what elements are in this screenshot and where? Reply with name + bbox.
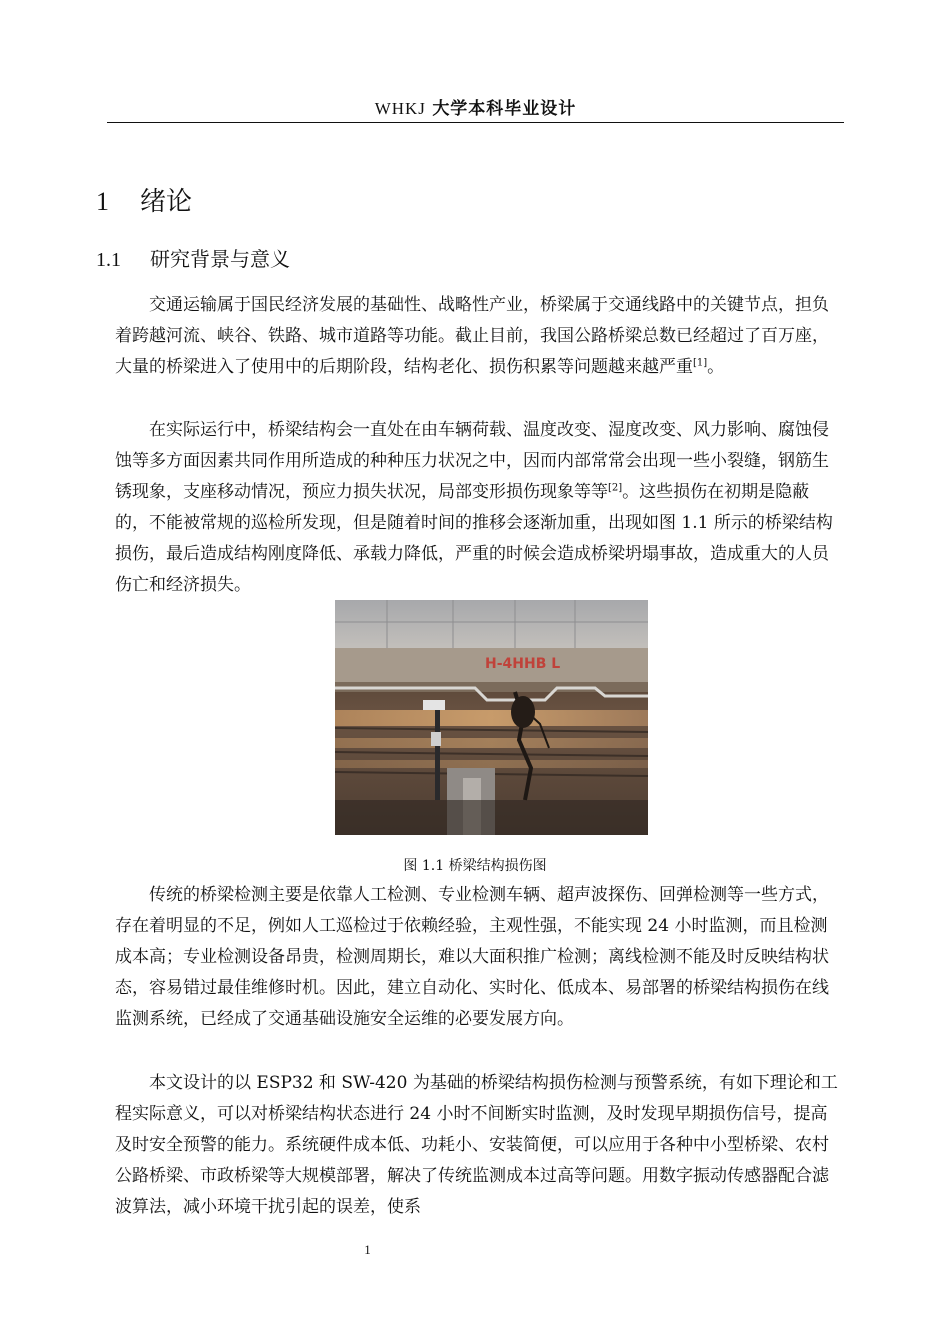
section-title: 研究背景与意义 bbox=[150, 247, 290, 271]
page-number: 1 bbox=[364, 1242, 371, 1257]
paragraph-4-text: 本文设计的以 ESP32 和 SW-420 为基础的桥梁结构损伤检测与预警系统，有如下理论和工程实际意义，可以对桥梁结构状态进行 24 小时不间断实时监测，及时发现早期损伤信号，提高及时安全预警的能力。系统硬件成本低、功耗小、安装简便，可以应用于各种中小型桥梁、农村公路桥梁、市政桥梁等大规模部署，解决了传统监测成本过高等问题。用数字振动传感器配合滤波算法，减小环境干扰引起的误差，使系 bbox=[115, 1073, 838, 1217]
chapter-number: 1 bbox=[96, 187, 109, 216]
section-heading bbox=[96, 243, 290, 276]
chapter-title: 绪论 bbox=[140, 187, 193, 217]
paragraph-2 bbox=[115, 415, 843, 601]
page-header bbox=[107, 96, 844, 122]
figure-caption: 图 1.1 桥梁结构损伤图 bbox=[403, 858, 547, 874]
graffiti-text: H-4HHB L bbox=[485, 656, 561, 672]
section-number: 1.1 bbox=[96, 249, 121, 271]
paragraph-1 bbox=[115, 290, 843, 383]
header-rule bbox=[107, 122, 844, 123]
paragraph-4 bbox=[115, 1068, 843, 1223]
chapter-heading bbox=[96, 183, 192, 221]
paragraph-1-text: 交通运输属于国民经济发展的基础性、战略性产业，桥梁属于交通线路中的关键节点，担负着跨越河流、峡谷、铁路、城市道路等功能。截止目前，我国公路桥梁总数已经超过了百万座，大量的桥梁进入了使用中的后期阶段，结构老化、损伤积累等问题越来越严重 bbox=[115, 295, 829, 377]
paragraph-1-tail: 。 bbox=[707, 357, 725, 377]
header-title: 大学本科毕业设计 bbox=[432, 99, 577, 119]
paragraph-3-text: 传统的桥梁检测主要是依靠人工检测、专业检测车辆、超声波探伤、回弹检测等一些方式，存在着明显的不足，例如人工巡检过于依赖经验，主观性强，不能实现 24 小时监测，而且检测成本高；专业检测设备昂贵，检测周期长，难以大面积推广检测；离线检测不能及时反映结构状态，容易错过最佳维修时机。因此，建立自动化、实时化、低成本、易部署的桥梁结构损伤在线监测系统，已经成了交通基础设施安全运维的必要发展方向。 bbox=[115, 885, 829, 1029]
paragraph-3 bbox=[115, 880, 843, 1035]
bridge-damage-photo bbox=[335, 600, 648, 835]
paragraph-2-tail: 。这些损伤在初期是隐蔽的，不能被常规的巡检所发现，但是随着时间的推移会逐渐加重，出现如图 1.1 所示的桥梁结构损伤，最后造成结构刚度降低、承载力降低，严重的时候会造成桥梁坍塌事故，造成重大的人员伤亡和经济损失。 bbox=[115, 482, 833, 595]
header-latin: WHKJ bbox=[374, 99, 426, 118]
citation-1[interactable]: [1] bbox=[693, 357, 708, 369]
paragraph-2-text: 在实际运行中，桥梁结构会一直处在由车辆荷载、温度改变、湿度改变、风力影响、腐蚀侵蚀等多方面因素共同作用所造成的种种压力状况之中，因而内部常常会出现一些小裂缝，钢筋生锈现象，支座移动情况，预应力损失状况，局部变形损伤现象等等 bbox=[115, 420, 829, 502]
citation-2[interactable]: [2] bbox=[608, 482, 623, 494]
